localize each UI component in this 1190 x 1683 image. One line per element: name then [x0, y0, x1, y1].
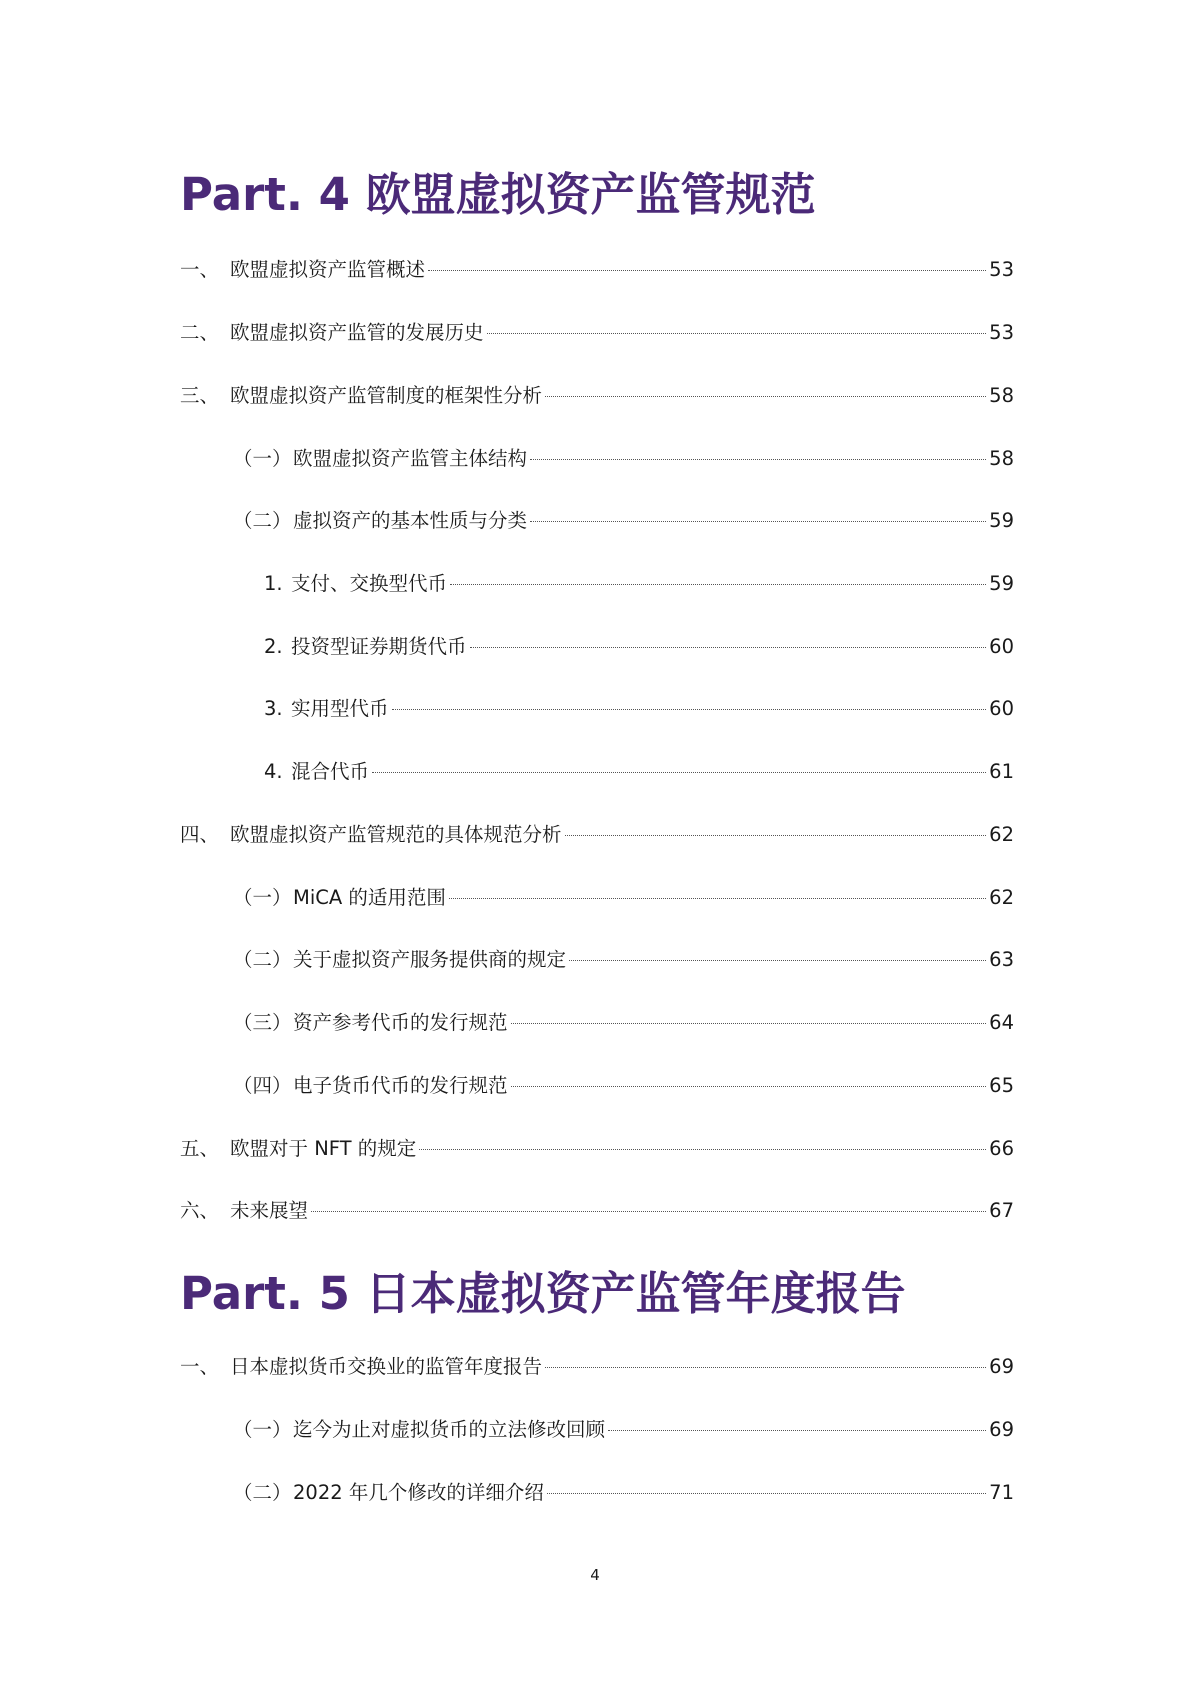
toc-entry-eu-nft-rules[interactable]: [180, 1134, 1014, 1164]
toc-entry-eu-specific-rules[interactable]: [180, 820, 1014, 850]
toc-entry-page: 59: [989, 572, 1014, 595]
toc-entry-number: 1.: [264, 572, 283, 595]
toc-entry-number: （二）: [233, 948, 292, 971]
toc-entry-art-issuance[interactable]: [180, 1008, 1014, 1038]
toc-entry-number: 五、: [180, 1137, 220, 1160]
toc-dot-leader: [547, 1493, 986, 1494]
toc-entry-number: 二、: [180, 321, 220, 344]
toc-entry-page: 62: [989, 886, 1014, 909]
toc-dot-leader: [470, 647, 987, 648]
toc-entry-page: 58: [989, 447, 1014, 470]
toc-entry-page: 69: [989, 1355, 1014, 1378]
toc-entry-number: 一、: [180, 258, 220, 281]
toc-entry-eu-regulator-structure[interactable]: [180, 444, 1014, 474]
toc-entry-page: 60: [989, 697, 1014, 720]
toc-entry-number: （一）: [233, 886, 292, 909]
toc-entry-title: 资产参考代币的发行规范: [293, 1011, 508, 1034]
toc-dot-leader: [569, 960, 986, 961]
toc-entry-number: 3.: [264, 697, 283, 720]
toc-dot-leader: [565, 835, 987, 836]
toc-entry-title: 未来展望: [230, 1199, 309, 1222]
toc-entry-page: 62: [989, 823, 1014, 846]
toc-entry-title: 混合代币: [291, 760, 370, 783]
toc-entry-title: 欧盟虚拟资产监管规范的具体规范分析: [230, 823, 562, 846]
toc-entry-page: 63: [989, 948, 1014, 971]
toc-dot-leader: [608, 1430, 986, 1431]
toc-entry-page: 64: [989, 1011, 1014, 1034]
toc-dot-leader: [449, 898, 986, 899]
toc-entry-title: 欧盟虚拟资产监管制度的框架性分析: [230, 384, 543, 407]
toc-entry-title: 日本虚拟货币交换业的监管年度报告: [230, 1355, 543, 1378]
toc-entry-number: （一）: [233, 1418, 292, 1441]
toc-dot-leader: [311, 1211, 986, 1212]
toc-entry-title: 欧盟虚拟资产监管的发展历史: [230, 321, 484, 344]
toc-entry-page: 59: [989, 509, 1014, 532]
toc-entry-page: 67: [989, 1199, 1014, 1222]
toc-dot-leader: [545, 1367, 986, 1368]
toc-entry-number: （二）: [233, 1481, 292, 1504]
toc-entry-number: （二）: [233, 509, 292, 532]
toc-entry-mica-scope[interactable]: [180, 883, 1014, 913]
toc-dot-leader: [530, 459, 986, 460]
toc-entry-title: 实用型代币: [291, 697, 389, 720]
toc-dot-leader: [511, 1023, 987, 1024]
toc-entry-number: （三）: [233, 1011, 292, 1034]
toc-entry-hybrid-tokens[interactable]: [180, 757, 1014, 787]
toc-entry-asset-classification[interactable]: [180, 506, 1014, 536]
toc-entry-payment-tokens[interactable]: [180, 569, 1014, 599]
toc-entry-page: 69: [989, 1418, 1014, 1441]
toc-entry-eu-history[interactable]: [180, 318, 1014, 348]
toc-entry-page: 60: [989, 635, 1014, 658]
toc-entry-title: 欧盟对于 NFT 的规定: [230, 1137, 417, 1160]
toc-entry-number: （一）: [233, 447, 292, 470]
toc-dot-leader: [372, 772, 986, 773]
toc-entry-page: 53: [989, 321, 1014, 344]
toc-entry-title: 2022 年几个修改的详细介绍: [293, 1481, 544, 1504]
part5-title: Part. 5 日本虚拟资产监管年度报告: [180, 1267, 906, 1320]
toc-entry-title: 关于虚拟资产服务提供商的规定: [293, 948, 567, 971]
toc-dot-leader: [545, 396, 986, 397]
toc-entry-number: 2.: [264, 635, 283, 658]
toc-entry-number: 4.: [264, 760, 283, 783]
toc-entry-title: 投资型证券期货代币: [291, 635, 467, 658]
toc-entry-title: MiCA 的适用范围: [293, 886, 446, 909]
toc-entry-number: 四、: [180, 823, 220, 846]
toc-entry-number: 六、: [180, 1199, 220, 1222]
toc-dot-leader: [487, 333, 987, 334]
toc-dot-leader: [392, 709, 987, 710]
toc-entry-number: 三、: [180, 384, 220, 407]
toc-entry-eu-framework[interactable]: [180, 381, 1014, 411]
toc-entry-page: 61: [989, 760, 1014, 783]
toc-entry-legislation-review[interactable]: [180, 1415, 1014, 1445]
toc-entry-japan-annual-report[interactable]: [180, 1352, 1014, 1382]
toc-entry-number: 一、: [180, 1355, 220, 1378]
toc-dot-leader: [450, 584, 986, 585]
toc-entry-page: 65: [989, 1074, 1014, 1097]
toc-entry-title: 欧盟虚拟资产监管主体结构: [293, 447, 528, 470]
toc-entry-number: （四）: [233, 1074, 292, 1097]
toc-entry-emt-issuance[interactable]: [180, 1071, 1014, 1101]
toc-dot-leader: [419, 1149, 986, 1150]
toc-entry-page: 66: [989, 1137, 1014, 1160]
toc-entry-title: 虚拟资产的基本性质与分类: [293, 509, 528, 532]
toc-entry-utility-tokens[interactable]: [180, 694, 1014, 724]
toc-entry-title: 迄今为止对虚拟货币的立法修改回顾: [293, 1418, 606, 1441]
toc-entry-page: 71: [989, 1481, 1014, 1504]
toc-dot-leader: [428, 270, 986, 271]
toc-entry-eu-overview[interactable]: [180, 255, 1014, 285]
toc-entry-title: 电子货币代币的发行规范: [293, 1074, 508, 1097]
toc-entry-outlook[interactable]: [180, 1196, 1014, 1226]
toc-dot-leader: [530, 521, 986, 522]
toc-entry-casp-rules[interactable]: [180, 945, 1014, 975]
toc-entry-page: 53: [989, 258, 1014, 281]
part4-title: Part. 4 欧盟虚拟资产监管规范: [180, 168, 816, 221]
toc-entry-title: 欧盟虚拟资产监管概述: [230, 258, 426, 281]
toc-dot-leader: [511, 1086, 987, 1087]
toc-entry-security-tokens[interactable]: [180, 632, 1014, 662]
toc-entry-page: 58: [989, 384, 1014, 407]
toc-entry-title: 支付、交换型代币: [291, 572, 448, 595]
page-number: 4: [590, 1566, 600, 1584]
toc-entry-2022-amendments[interactable]: [180, 1478, 1014, 1508]
